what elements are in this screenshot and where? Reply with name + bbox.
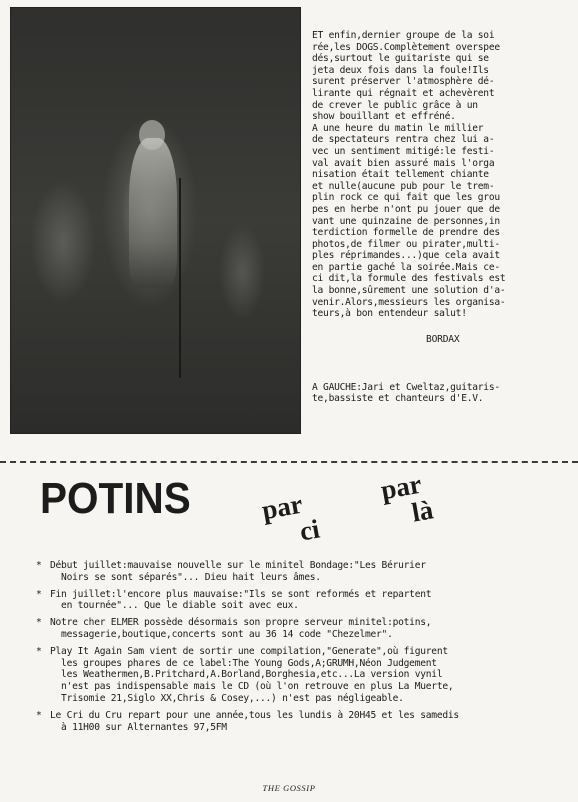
gossip-item: * Play It Again Sam vient de sortir une compilation,"Generate",où figurent les groupes phares de ce label:The Young Gods,A;GRUMH,Néon Judgement les Weathermen,B.Pritchard,A.Borland,Borghesia,etc...La version vynil n'est pas indispensable mais le CD (où l'on retrouve en plus La Muerte, Trisomie 21,Siglo XX,Chris & Cosey,...) n'est pas négligeable. <box>36 645 454 704</box>
gossip-title-la: là <box>409 494 436 528</box>
gossip-item: * Notre cher ELMER possède désormais son propre serveur minitel:potins, messagerie,boutique,concerts sont au 36 14 code "Chezelmer". <box>36 617 432 640</box>
bullet-star-icon: * <box>36 645 42 657</box>
gossip-title: POTINS <box>40 474 191 523</box>
gossip-title-par-2: par <box>378 468 424 506</box>
article-text: ET enfin,dernier groupe de la soi rée,les DOGS.Complètement overspee dés,surtout le guitariste qui se jeta deux fois dans la foule!Ils surent préserver l'atmosphère dé- lirante qui régnait et achevèrent de crever le public grâce à un show bouillant et effréné. A une heure du matin le millier de spectateurs rentra chez lui a- vec un sentiment mitigé:le festi- val avait bien assuré mais l'orga nisation était tellement chiante et nulle(aucune pub pour le trem- plin rock ce qui fait que les grou pes en herbe n'ont pu jouer que de vant une quinzaine de personnes,in terdiction formelle de prendre des photos,de filmer ou pirater,multi- ples réprimandes...)que cela avait en partie gaché la soirée.Mais ce- ci dit,la formule des festivals est la bonne,sûrement une solution d'a- venir.Alors,messieurs les organisa- teurs,à bon entendeur salut! <box>312 30 506 320</box>
bullet-star-icon: * <box>36 588 42 600</box>
gossip-item: * Fin juillet:l'encore plus mauvaise:"Ils se sont reformés et repartent en tournée"... Que le diable soit avec eux. <box>36 588 432 612</box>
bullet-star-icon: * <box>36 560 42 571</box>
bullet-star-icon: * <box>36 709 42 721</box>
page-footer: THE GOSSIP <box>262 783 316 793</box>
gossip-title-par-1: par <box>259 488 305 526</box>
gossip-item: * Début juillet:mauvaise nouvelle sur le minitel Bondage:"Les Bérurier Noirs se sont séparés"... Dieu hait leurs âmes. <box>36 560 426 583</box>
gossip-list <box>36 560 556 738</box>
photo-caption: A GAUCHE:Jari et Cweltaz,guitaris- te,bassiste et chanteurs d'E.V. <box>312 381 500 405</box>
gossip-title-ci: ci <box>297 513 322 547</box>
concert-photo <box>10 7 301 434</box>
gossip-item: * Le Cri du Cru repart pour une année,tous les lundis à 20H45 et les samedis à 11H00 sur Alternantes 97,5FM <box>36 709 459 733</box>
section-divider <box>0 461 578 463</box>
photo-mic-stand <box>179 178 181 378</box>
bullet-star-icon: * <box>36 617 42 629</box>
article-signature: BORDAX <box>426 334 460 345</box>
photo-guitarist-figure <box>129 138 177 288</box>
